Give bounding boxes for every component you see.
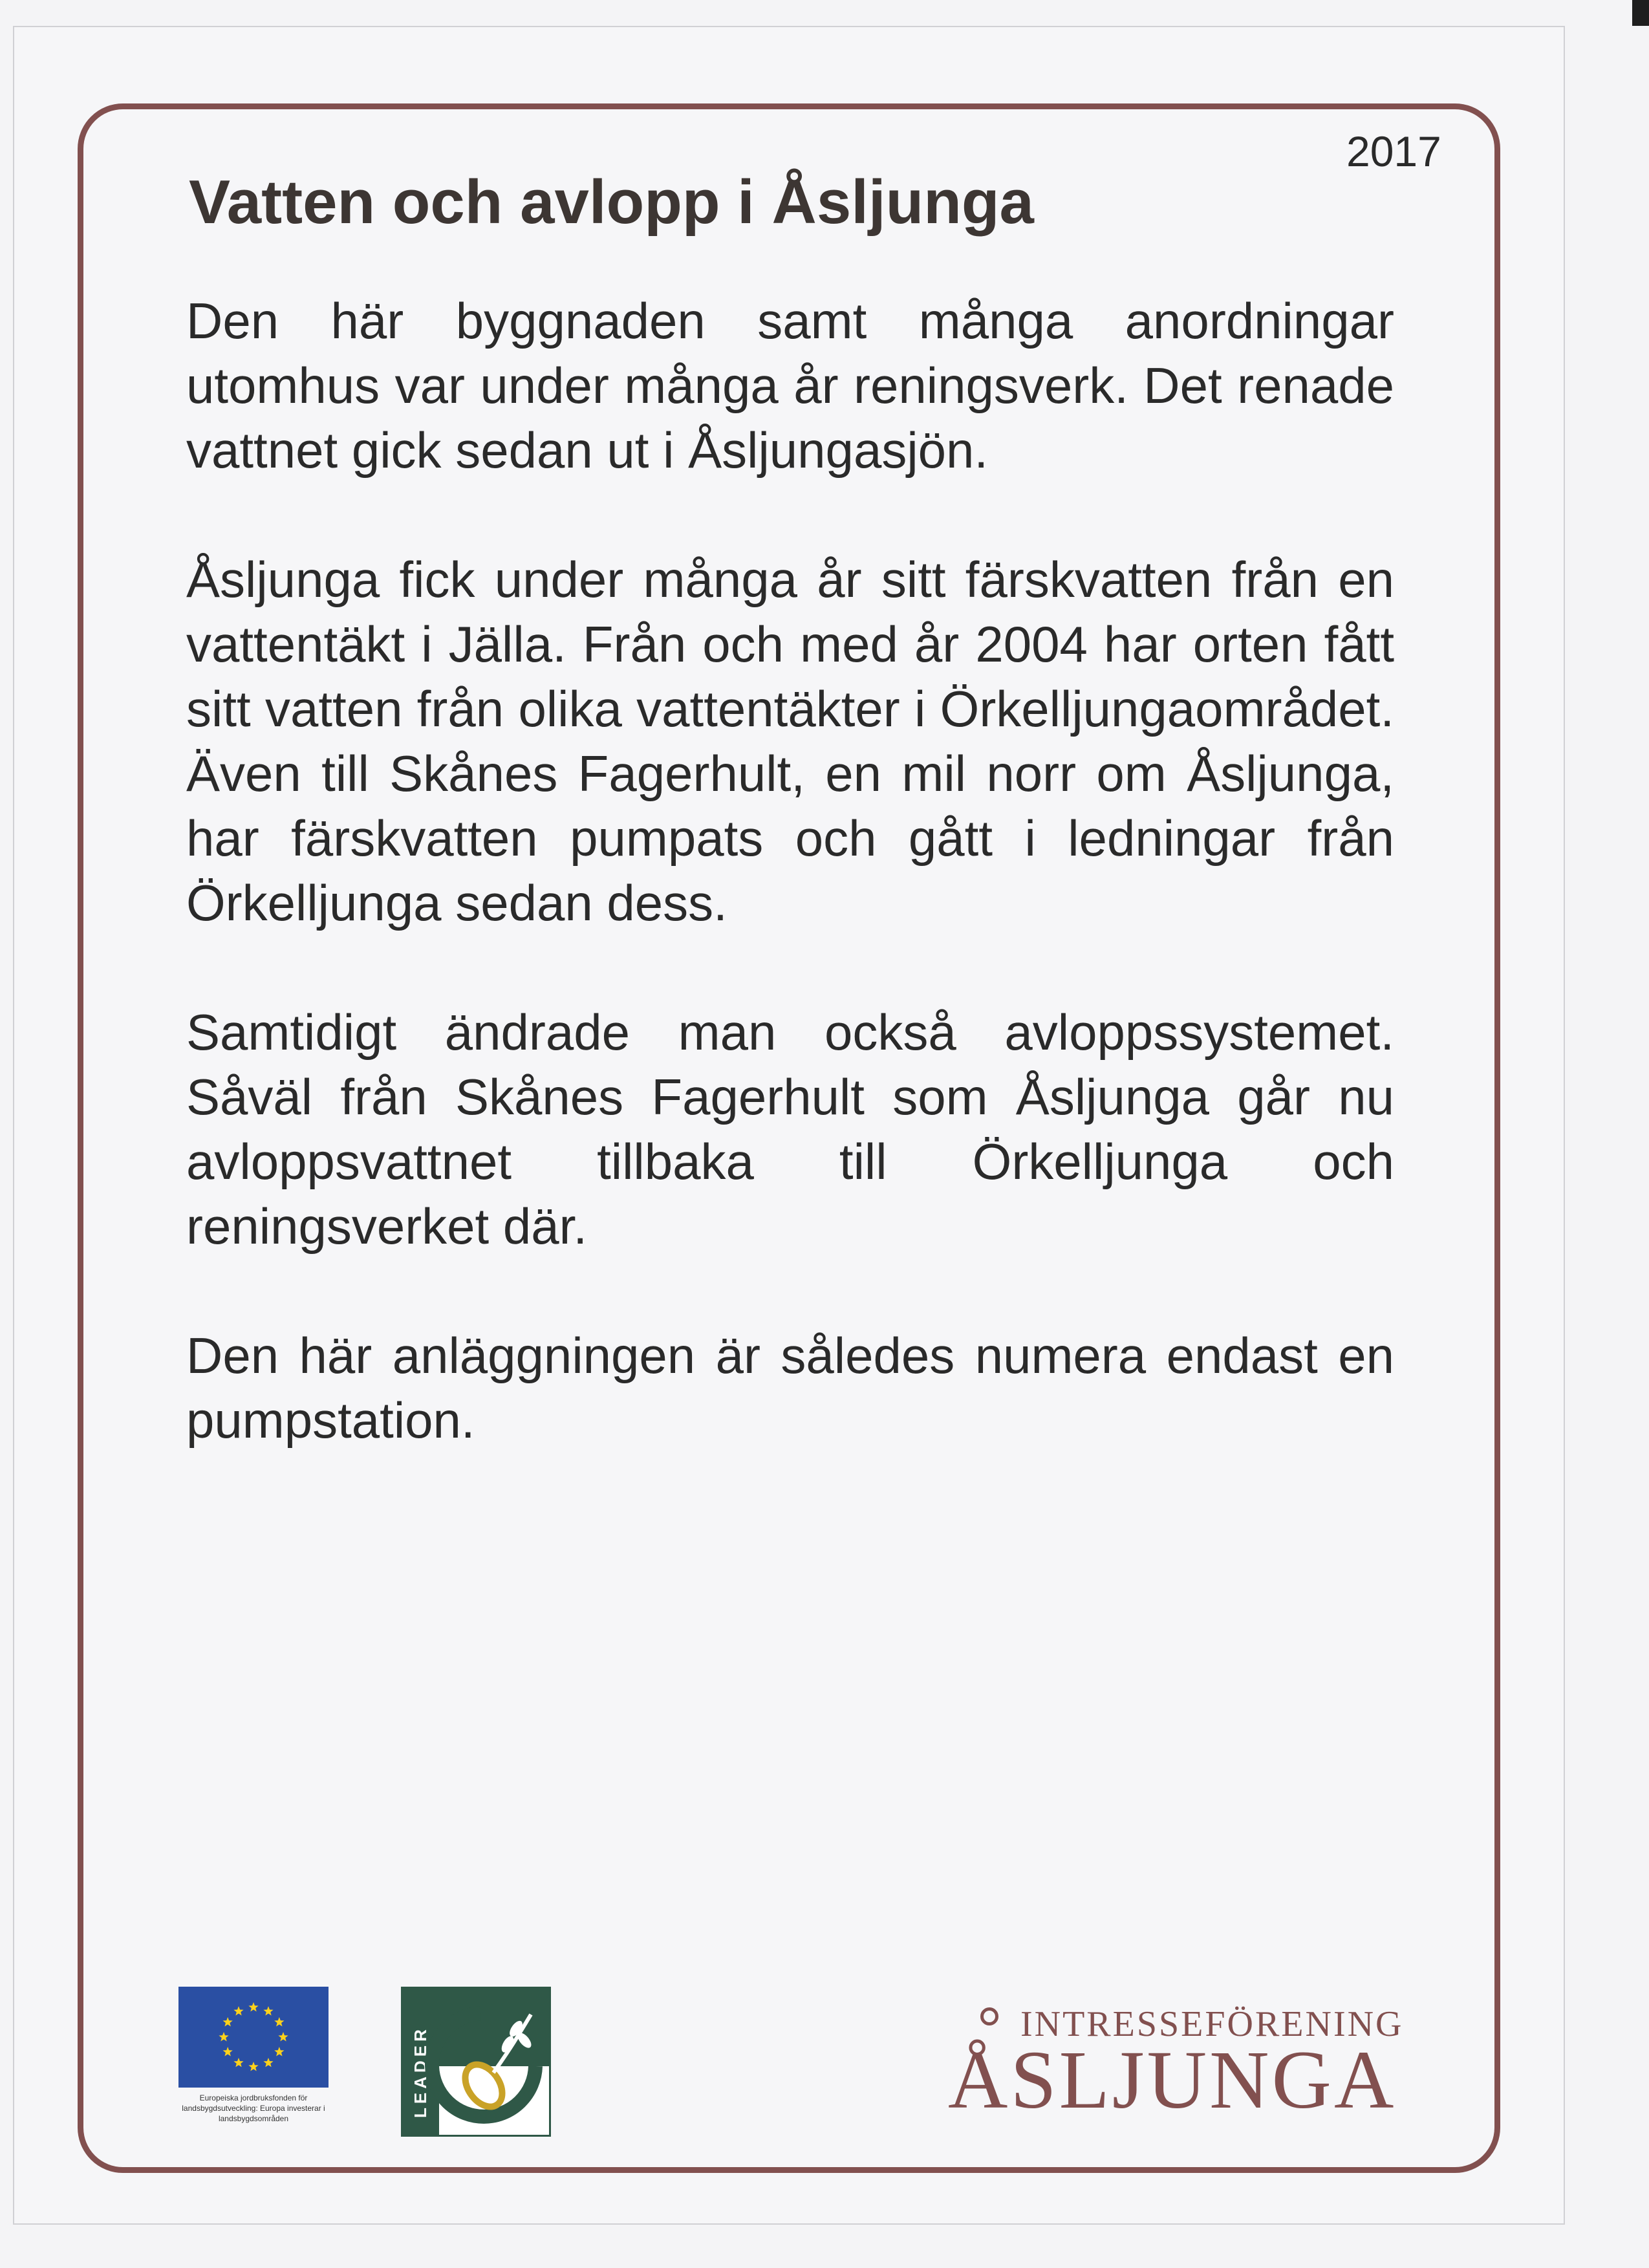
- eu-star-icon: [248, 2002, 258, 2011]
- association-type: INTRESSEFÖRENING: [1020, 2004, 1404, 2044]
- eu-stars-icon: [178, 1987, 329, 2088]
- paragraph-treatment-plant: Den här byggnaden samt många anordningar utomhus var under många år reningsverk. Det renade vattnet gick sedan ut i Åsljungasjön.: [186, 292, 1394, 479]
- eu-star-icon: [274, 2047, 284, 2056]
- paragraph-pump-station: Den här anläggningen är således numera endast en pumpstation.: [186, 1327, 1394, 1449]
- scan-edge: [1632, 0, 1649, 26]
- eu-caption: Europeiska jordbruksfonden för landsbygdsutveckling: Europa investerar i landsbygdsområden: [182, 2093, 325, 2123]
- eu-star-icon: [263, 2006, 273, 2015]
- eu-star-icon: [274, 2017, 284, 2026]
- eu-star-icon: [263, 2058, 273, 2067]
- ring-icon: [980, 2007, 998, 2025]
- leader-emblem-icon: [403, 1989, 549, 2135]
- eu-star-icon: [223, 2017, 233, 2026]
- eu-star-icon: [278, 2032, 288, 2041]
- paragraph-sewage-system: Samtidigt ändrade man också avloppssystemet. Såväl från Skånes Fagerhult som Åsljunga går nu avloppsvattnet tillbaka till Örkelljunga och reningsverket där.: [186, 1004, 1394, 1255]
- sign-body: [186, 288, 1394, 1517]
- leader-text: LEADER: [411, 2025, 430, 2118]
- association-name: ÅSLJUNGA: [948, 2034, 1397, 2126]
- association-logo: [948, 1998, 1465, 2128]
- year-label: 2017: [1346, 127, 1441, 175]
- paragraph-fresh-water: Åsljunga fick under många år sitt färskvatten från en vattentäkt i Jälla. Från och med år 2004 har orten fått sitt vatten från olika vattentäkter i Örkelljungaområdet. Även till Skånes Fagerhult, en mil norr om Åsljunga, har färskvatten pumpats och gått i ledningar från Örkelljunga sedan dess.: [186, 551, 1394, 931]
- sign-title: Vatten och avlopp i Åsljunga: [189, 167, 1034, 237]
- eu-star-icon: [233, 2058, 243, 2067]
- eu-star-icon: [219, 2032, 228, 2041]
- eu-star-icon: [233, 2006, 243, 2015]
- eu-star-icon: [223, 2047, 233, 2056]
- eu-flag-logo: [178, 1987, 329, 2088]
- eu-star-icon: [248, 2062, 258, 2071]
- leader-logo: [401, 1987, 551, 2137]
